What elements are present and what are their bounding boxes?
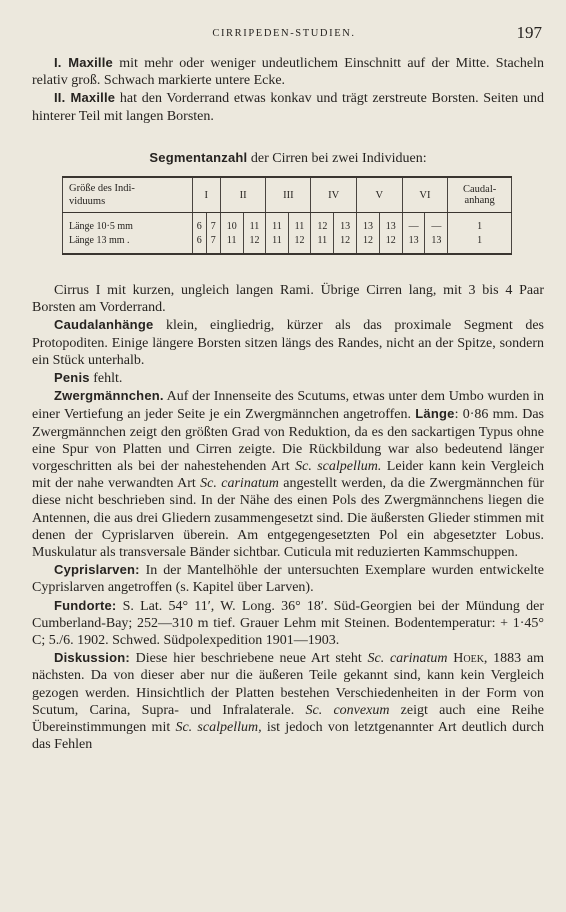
column-header-cirrus-6: VI [402, 177, 448, 213]
species-name: Sc. carinatum [367, 651, 448, 667]
segment-heading-rest: der Cirren bei zwei Individuen: [247, 151, 427, 166]
table-cell: — [402, 219, 425, 233]
table-cell: 6 [192, 219, 206, 233]
size-header-line-2: viduums [69, 196, 106, 207]
zwerg-text-1: Auf der Innenseite des Scutums, etwas unter dem Umbo wurden in einer Vertiefung an jeder Seite je ein Zwergmännchen angetroffen. [32, 389, 544, 423]
diskussion-paragraph [32, 649, 544, 753]
maxille-2-text: hat den Vorderrand etwas konkav und trägt zerstreute Borsten. Seiten und hinterer Teil mit langen Borsten. [32, 91, 544, 124]
table-cell: 12 [379, 233, 402, 254]
table-cell: 7 [206, 233, 220, 254]
table-row [63, 233, 512, 254]
segment-count-table [62, 176, 512, 255]
zwerg-text-3: Leider kann kein Vergleich mit der nahe verwandten Art [32, 459, 544, 492]
caudal-header-line-2: anhang [464, 195, 495, 206]
fundorte-paragraph [32, 597, 544, 650]
caudal-text: klein, eingliedrig, kürzer als das proximale Segment des Protopoditen. Einige längere Borsten sitzen längs des Randes, nicht an der Spitze, sondern ein Stück unterhalb. [32, 318, 544, 368]
table-cell: 11 [311, 233, 334, 254]
table-row [63, 219, 512, 233]
table-cell: 12 [311, 219, 334, 233]
table-cell: 11 [220, 233, 243, 254]
penis-paragraph [32, 369, 544, 387]
zwerg-laenge-label: Länge [415, 406, 455, 422]
column-header-cirrus-3: III [266, 177, 311, 213]
table-cell: 12 [357, 233, 380, 254]
segment-table-heading [32, 150, 544, 167]
table-cell: 11 [266, 233, 288, 254]
row-size-label: Länge 10·5 mm [63, 219, 193, 233]
maxille-1-paragraph [32, 54, 544, 89]
caudal-lead: Caudalanhänge [54, 317, 154, 333]
disk-text-3: zeigt auch eine Reihe Übereinstimmungen mit [32, 702, 545, 736]
body-text [32, 282, 544, 753]
caudal-header-line-1: Caudal- [463, 184, 497, 195]
column-header-cirrus-4: IV [311, 177, 357, 213]
penis-text: fehlt. [89, 371, 123, 387]
table-cell: 13 [334, 219, 357, 233]
maxillae-section [32, 54, 544, 125]
cypris-text: In der Mantelhöhle der untersuchten Exemplare wurden entwickelte Cyprislarven angetroffen (s. Kapitel über Larven). [32, 563, 544, 596]
table-cell-caudal: 1 [448, 233, 512, 254]
page-header [26, 22, 542, 44]
table-cell: 12 [334, 233, 357, 254]
table-cell: 11 [266, 219, 288, 233]
table-cell: 6 [192, 233, 206, 254]
table-cell: 13 [379, 219, 402, 233]
zwerg-text-2: : 0·86 mm. Das Zwergmännchen zeigt den größten Grad von Reduktion, da es den sackartigen Typus ohne eine Spur von Platten und Cirren zeigte. Die Rückbildung war also bedeutend länger vorgeschritten als bei der nahestehenden Art [32, 407, 544, 475]
table-header-row [63, 177, 512, 213]
table-cell: 12 [288, 233, 311, 254]
fund-lead: Fundorte: [54, 597, 117, 613]
species-name: Sc. carinatum [200, 476, 279, 492]
species-name: Sc. scalpellum. [295, 459, 382, 475]
table-cell: 12 [243, 233, 266, 254]
caudal-paragraph [32, 316, 544, 369]
table-cell: 7 [206, 219, 220, 233]
maxille-2-label: II. Maxille [54, 90, 116, 106]
table-cell: 13 [402, 233, 425, 254]
segment-heading-lead: Segmentanzahl [149, 150, 248, 165]
zwergmaennchen-paragraph [32, 387, 544, 561]
table-cell-caudal: 1 [448, 219, 512, 233]
cypris-lead: Cyprislarven: [54, 562, 140, 578]
species-name: Sc. scalpellum, [175, 720, 262, 736]
disk-text-2: , 1883 am nächsten. Da von dieser aber nur die äußeren Teile gekannt sind, kann kein Vergleich gezogen werden. Hinsichtlich der Platten bestehen Verschiedenheiten in der Form von Scutum, Carina, Supra- und Infralaterale. [32, 651, 544, 718]
page-number: 197 [516, 23, 542, 42]
cyprislarven-paragraph [32, 561, 544, 596]
fund-text: S. Lat. 54° 11′, W. Long. 36° 18′. Süd-Georgien bei der Mündung der Cumberland-Bay; 252—310 m tief. Grauer Lehm mit Steinen. Bodentemperatur: + 1·45° C; 5./6. 1902. Schwed. Südpolexpedition 1901—1903. [32, 598, 544, 649]
column-header-cirrus-1: I [192, 177, 220, 213]
cirrus-paragraph: Cirrus I mit kurzen, ungleich langen Rami. Übrige Cirren lang, mit 3 bis 4 Paar Borsten am Vorderrand. [32, 283, 544, 316]
species-name: Sc. convexum [305, 702, 390, 718]
table-cell: — [425, 219, 448, 233]
table-cell: 11 [243, 219, 266, 233]
column-header-size [63, 177, 193, 213]
table-cell: 10 [220, 219, 243, 233]
author-name: Hoek [453, 651, 484, 667]
zwerg-lead: Zwergmännchen. [54, 388, 164, 404]
size-header-line-1: Größe des Indi- [69, 183, 135, 194]
disk-text-4: ist jedoch von letztgenannter Art deutlich durch das Fehlen [32, 720, 544, 753]
row-size-label: Länge 13 mm . [63, 233, 193, 254]
table-cell: 11 [288, 219, 311, 233]
disk-lead: Diskussion: [54, 650, 130, 666]
disk-text-1: Diese hier beschriebene neue Art steht [129, 651, 368, 667]
table-cell: 13 [425, 233, 448, 254]
penis-lead: Penis [54, 370, 90, 386]
zwerg-text-4: angestellt werden, da die Zwergmännchen für diese nicht beschrieben sind. In der Nähe des einen Pols des Zwergmännchens liegen die Antennen, die aus drei Gliedern zusammengesetzt sind. Die äußersten Glieder stimmen mit denen der Cyprislarven überein. Am entgegengesetzten Pol ein abgesetzter Lobus. Muskulatur als transversale Bänder sichtbar. Cuticula mit reduzierten Kammschuppen. [32, 476, 545, 561]
maxille-1-text: mit mehr oder weniger undeutlichem Einschnitt auf der Mitte. Stacheln relativ groß. Schwach markierte untere Ecke. [32, 56, 544, 89]
column-header-caudal [448, 177, 512, 213]
table-cell: 13 [357, 219, 380, 233]
column-header-cirrus-2: II [220, 177, 266, 213]
running-head: CIRRIPEDEN-STUDIEN. [212, 28, 356, 39]
column-header-cirrus-5: V [357, 177, 403, 213]
maxille-2-paragraph [32, 89, 544, 124]
maxille-1-label: I. Maxille [54, 55, 113, 70]
